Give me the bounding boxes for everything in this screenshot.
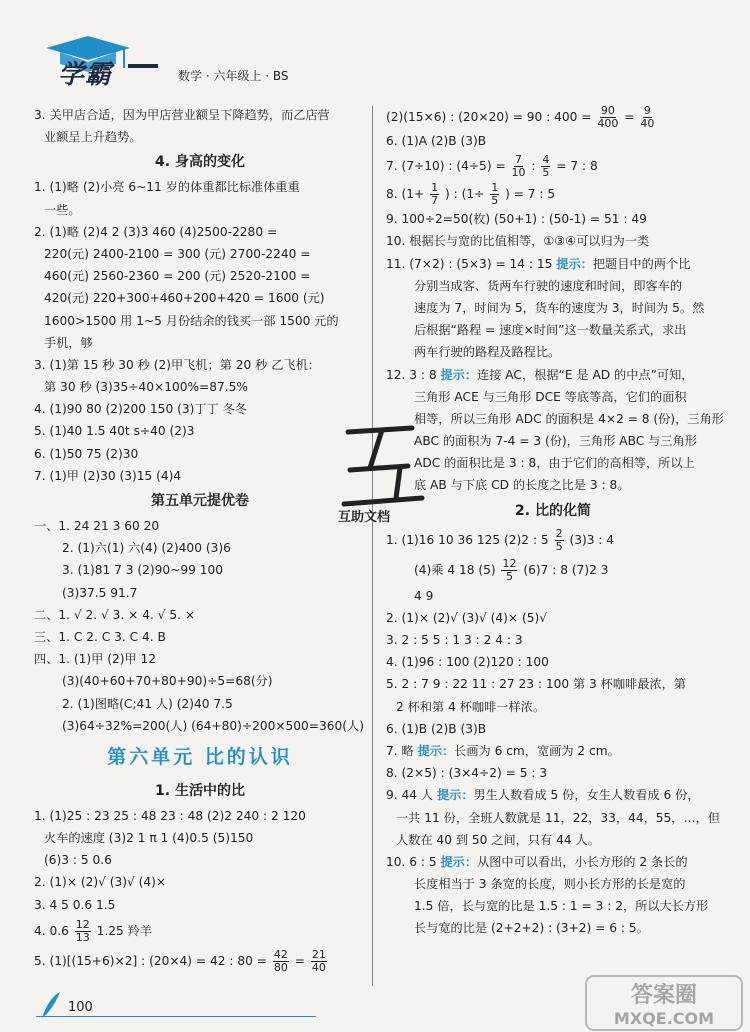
xueba-logo: [38, 44, 138, 92]
answer-line: 三角形 ACE 与三角形 DCE 等底等高，它们的面积: [414, 389, 687, 404]
answer-text: 1. (1)16 10 36 125 (2)2 : 5: [386, 532, 549, 547]
svg-text:答案圈: 答案圈: [630, 983, 698, 1008]
answer-line: (3)64÷32%=200(人) (64+80)÷200×500=360(人): [62, 718, 364, 733]
answer-line: 1.5 倍，长与宽的比是 1.5 : 1 = 3 : 2，所以大长方形: [414, 899, 709, 914]
numerator: 21: [311, 947, 326, 961]
hint-label: 提示：: [556, 256, 593, 271]
fraction: [640, 105, 654, 130]
answer-line: 3. 关甲店合适，因为甲店营业额呈下降趋势，而乙店营: [34, 108, 330, 122]
answer-line: [386, 525, 720, 555]
denominator: 40: [640, 117, 655, 130]
subject-label: 数学 · 六年级上 · BS: [178, 69, 289, 83]
answer-text: 男生人数看成 5 份，女生人数看成 6 份，: [473, 788, 700, 803]
denominator: 5: [555, 539, 563, 553]
column-divider: [372, 106, 373, 986]
unit-heading: 第六单元 比的认识: [107, 745, 293, 768]
section-heading: 2. 比的化简: [515, 502, 591, 519]
answer-line: [386, 851, 720, 873]
answer-line: 6. (1)B (2)B (3)B: [386, 721, 487, 736]
answer-line: 7. (1)甲 (2)30 (3)15 (4)4: [34, 468, 182, 483]
numerator: 1: [491, 181, 499, 195]
answer-text: 8. (1+: [386, 187, 425, 202]
denominator: 400: [597, 117, 619, 130]
answer-text: ) : (1÷: [444, 187, 485, 202]
fraction: [512, 154, 526, 179]
answer-text: = 7 : 8: [556, 159, 598, 174]
answer-line: 长度相当于 3 条宽的长度，则小长方形的长是宽的: [414, 877, 686, 892]
denominator: 10: [511, 166, 526, 180]
watermark-logo: [584, 974, 744, 1032]
answer-line: 8. (2×5) : (3×4÷2) = 5 : 3: [386, 766, 548, 781]
fraction: [75, 919, 91, 944]
answer-text: 5. (1)[(15+6)×2] : (20×4) = 42 : 80 =: [34, 953, 267, 968]
answer-line: 一共 11 份，全班人数就是 11，22，33，44，55，…，但: [396, 810, 721, 825]
header-rule: [128, 64, 158, 68]
answer-text: (6)7 : 8 (7)2 3: [523, 562, 609, 577]
section-heading: 1. 生活中的比: [155, 782, 245, 799]
answer-line: 四、1. (1)甲 (2)甲 12: [34, 652, 157, 667]
denominator: 5: [491, 194, 499, 208]
svg-text:MXQE.COM: MXQE.COM: [613, 1009, 715, 1028]
footer-rule: [36, 1016, 316, 1017]
answer-line: 10. 根据长与宽的比值相等，①③④可以归为一类: [386, 234, 650, 249]
answer-line: 速度为 7，时间为 5，货车的速度为 3，时间为 5。然: [414, 300, 705, 315]
hint-label: 提示：: [440, 854, 478, 869]
answer-line: 460(元) 2560-2360 = 200 (元) 2520-2100 =: [44, 269, 311, 284]
denominator: 7: [431, 194, 439, 208]
answer-line: 业额呈上升趋势。: [44, 130, 142, 145]
answer-text: 把题目中的两个比: [592, 256, 691, 271]
answer-line: 5. (1)[(15+6)×2] : (20×4) = 42 : 80 = $\frac{42}{80}$ = $\frac{21}{40}$: [34, 947, 326, 974]
answer-line: (6)3 : 5 0.6: [44, 853, 112, 868]
logo-text: 学霸: [58, 60, 113, 90]
answer-line: (3)37.5 91.7: [62, 585, 138, 600]
answer-text: 7. 略: [386, 743, 418, 758]
fraction: [490, 182, 499, 207]
answer-line: 分别当成客、货两车行驶的速度和时间，即客车的: [414, 278, 683, 293]
answer-line: 2. (1)略 (2)4 2 (3)3 460 (4)2500-2280 =: [34, 224, 278, 239]
hint-label: 提示：: [436, 788, 474, 803]
left-column: [34, 104, 366, 976]
answer-line: [34, 916, 366, 946]
answer-line: [386, 740, 720, 762]
answer-line: (2)(15×6) : (20×20) = 90 : 400 = $\frac{90}{400}$ = $\frac{9}{40}$: [386, 104, 655, 130]
fraction: [311, 949, 327, 974]
numerator: 12: [75, 917, 90, 931]
section-heading: 第五单元提优卷: [151, 493, 249, 509]
answer-line: 4 9: [414, 588, 434, 603]
answer-text: ) = 7 : 5: [505, 187, 556, 202]
answer-line: 5. 2 : 7 9 : 22 11 : 27 23 : 100 第 3 杯咖啡最浓，第: [386, 677, 686, 692]
answer-line: 3. 4 5 0.6 1.5: [34, 897, 116, 912]
page-header: [0, 0, 750, 100]
answer-line: 两车行驶的路程及路程比。: [414, 345, 561, 360]
answer-line: [386, 180, 720, 208]
answer-line: [386, 555, 720, 585]
denominator: 40: [311, 960, 326, 974]
answer-line: [386, 784, 720, 806]
answer-line: 人数在 40 到 50 之间，只有 44 人。: [396, 832, 600, 847]
answer-line: 3. 2 : 5 5 : 1 3 : 2 4 : 3: [386, 633, 523, 647]
answer-line: 长与宽的比是 (2+2+2) : (3+2) = 6 : 5。: [414, 921, 649, 936]
denominator: 80: [273, 960, 288, 974]
answer-line: 220(元) 2400-2100 = 300 (元) 2700-2240 =: [44, 246, 311, 261]
answer-line: 6. (1)A (2)B (3)B: [386, 134, 487, 148]
answer-line: 3. (1)81 7 3 (2)90~99 100: [62, 563, 224, 578]
answer-line: 后根据“路程 = 速度×时间”这一数量关系式，求出: [414, 323, 687, 338]
answer-line: 3. (1)第 15 秒 30 秒 (2)甲飞机；第 20 秒 乙飞机：: [34, 357, 320, 372]
answer-line: 一、1. 24 21 3 60 20: [34, 519, 160, 533]
answer-line: 手机，够: [44, 335, 93, 350]
fraction: [597, 105, 618, 130]
numerator: 9: [643, 104, 651, 117]
hint-label: 提示：: [440, 367, 478, 382]
answer-line: 火车的速度 (3)2 1 π 1 (4)0.5 (5)150: [44, 831, 254, 846]
numerator: 4: [542, 153, 550, 167]
answer-line: 1. (1)略 (2)小亮 6~11 岁的体重都比标准体重重: [34, 180, 300, 195]
answer-line: 底 AB 与下底 CD 的长度之比是 3 : 8。: [414, 478, 630, 493]
numerator: 12: [502, 556, 517, 570]
denominator: 13: [75, 930, 90, 944]
answer-line: 420(元) 220+300+460+200+420 = 1600 (元): [44, 291, 325, 306]
answer-line: 4. (1)96 : 100 (2)120 : 100: [386, 655, 549, 670]
hint-label: 提示：: [417, 743, 455, 758]
page-number: 100: [68, 1000, 93, 1015]
answer-line: 2. (1)六(1) 六(4) (2)400 (3)6: [62, 541, 231, 556]
answer-text: 7. (7÷10) : (4÷5) =: [386, 159, 506, 174]
answer-line: ABC 的面积为 7-4 = 3 (份)，三角形 ABC 与三角形: [414, 434, 697, 449]
answer-text: 从图中可以看出，小长方形的 2 条长的: [477, 854, 688, 869]
section-heading: 4. 身高的变化: [155, 154, 245, 171]
answer-line: ADC 的面积比是 3 : 8，由于它们的高相等，所以上: [414, 456, 695, 471]
answer-line: 二、1. √ 2. √ 3. × 4. √ 5. ×: [34, 607, 196, 622]
numerator: 1: [431, 181, 439, 195]
fraction: [555, 528, 564, 553]
answer-line: (3)(40+60+70+80+90)÷5=68(分): [62, 674, 273, 689]
answer-text: 11. (7×2) : (5×3) = 14 : 15: [386, 256, 557, 271]
answer-text: 4. 0.6: [34, 923, 69, 938]
numerator: 42: [273, 947, 288, 961]
answer-text: (4)乘 4 18 (5): [414, 562, 496, 577]
answer-line: 1600>1500 用 1~5 月份结余的钱买一部 1500 元的: [44, 313, 339, 328]
numerator: 2: [555, 526, 563, 540]
answer-text: (2)(15×6) : (20×20) = 90 : 400 =: [386, 110, 592, 124]
answer-line: 第 30 秒 (3)35÷40×100%=87.5%: [44, 380, 248, 395]
answer-line: 2 杯和第 4 杯咖啡一样浓。: [396, 699, 546, 714]
fraction: [273, 949, 289, 974]
answer-line: 5. (1)40 1.5 40t s÷40 (2)3: [34, 424, 195, 439]
answer-line: 三、1. C 2. C 3. C 4. B: [34, 629, 166, 644]
answer-line: 相等，所以三角形 ADC 的面积是 4×2 = 8 (份)，三角形: [414, 411, 724, 426]
answer-line: 1. (1)25 : 23 25 : 48 23 : 48 (2)2 240 : 2 120: [34, 808, 306, 823]
denominator: 5: [542, 166, 550, 180]
numerator: 90: [600, 104, 615, 117]
answer-text: 9. 44 人: [386, 788, 437, 803]
fraction: [430, 182, 439, 207]
answer-text: 12. 3 : 8: [386, 367, 441, 382]
answer-line: 4. (1)90 80 (2)200 150 (3)丁丁 冬冬: [34, 402, 247, 417]
fraction: [541, 154, 550, 179]
answer-text: 长画为 6 cm，宽画为 2 cm。: [454, 743, 620, 758]
answer-text: (3)3 : 4: [569, 532, 615, 547]
fraction: [501, 558, 517, 583]
answer-line: 6. (1)50 75 (2)30: [34, 446, 139, 461]
answer-text: 1.25 羚羊: [96, 923, 153, 938]
denominator: 5: [505, 569, 513, 583]
answer-line: 2. (1)图略(C;41 人) (2)40 7.5: [62, 696, 233, 711]
right-column: [386, 104, 724, 940]
answer-line: 2. (1)× (2)√ (3)√ (4)×: [34, 875, 167, 890]
answer-line: [386, 364, 720, 386]
stamp-text: 互助文档: [338, 510, 391, 525]
numerator: 7: [515, 153, 523, 167]
answer-text: 10. 6 : 5: [386, 854, 441, 869]
answer-line: 9. 100÷2=50(枚) (50+1) : (50-1) = 51 : 49: [386, 212, 647, 227]
answer-line: 2. (1)× (2)√ (3)√ (4)× (5)√: [386, 610, 548, 625]
answer-line: 7. (7÷10) : (4÷5) = $\frac{7}{10}$ : $\frac{4}{5}$ = 7 : 8: [386, 153, 598, 180]
answer-line: 一些。: [44, 202, 81, 217]
answer-line: [386, 253, 720, 275]
answer-text: 连接 AC，根据“E 是 AD 的中点”可知，: [477, 367, 694, 382]
